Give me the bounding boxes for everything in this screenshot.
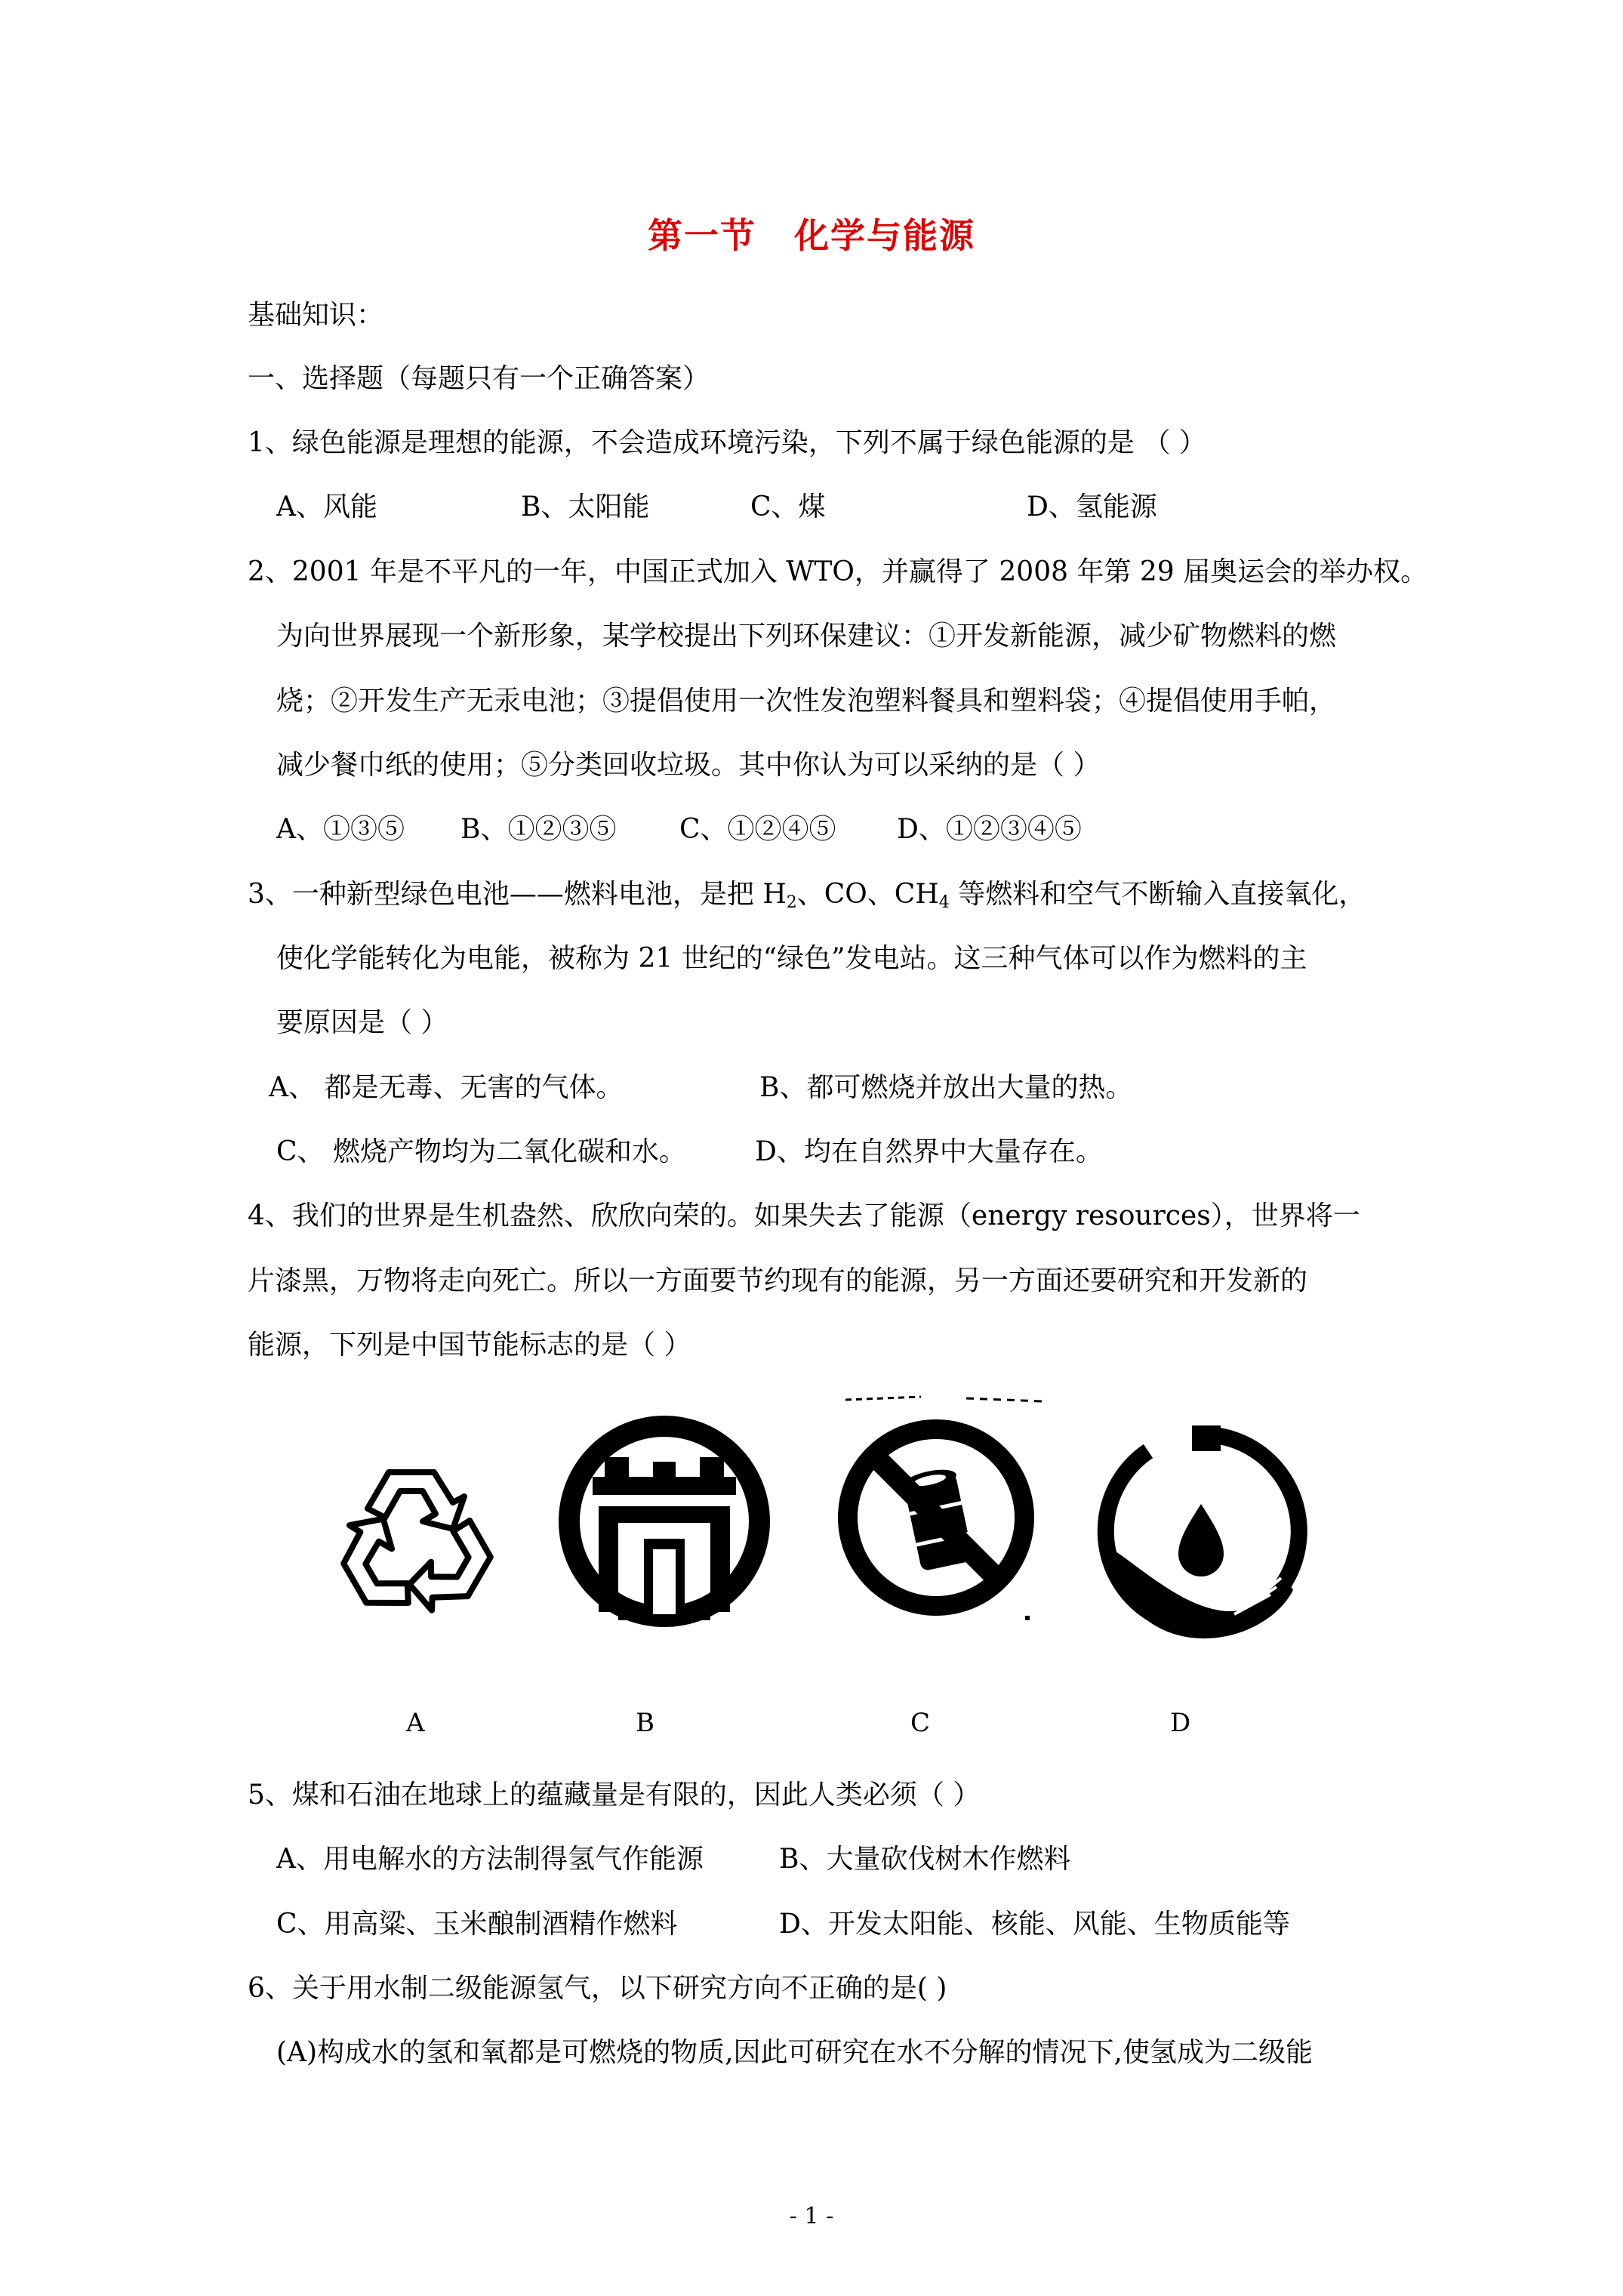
q5-option-b: B、大量砍伐树木作燃料 [779, 1844, 1071, 1875]
q1-option-b: B、太阳能 [521, 492, 650, 522]
q4-line3: 能源，下列是中国节能标志的是（ ） [248, 1330, 691, 1361]
q5-stem: 5、煤和石油在地球上的蕴藏量是有限的，因此人类必须（ ） [248, 1780, 981, 1811]
q2-line3: 烧；②开发生产无汞电池；③提倡使用一次性发泡塑料餐具和塑料袋；④提倡使用手帕， [276, 686, 1337, 717]
q3-line3: 要原因是（ ） [276, 1007, 448, 1038]
q3-option-c: C、 燃烧产物均为二氧化碳和水。 [276, 1136, 686, 1167]
q2-line2: 为向世界展现一个新形象，某学校提出下列环保建议：①开发新能源，减少矿物燃料的燃 [276, 621, 1337, 652]
q3-line1-post: 等燃料和空气不断输入直接氧化， [949, 879, 1366, 910]
building-emblem-icon [555, 1412, 774, 1631]
q1-option-a: A、风能 [276, 492, 377, 522]
q6-stem: 6、关于用水制二级能源氢气，以下研究方向不正确的是( ) [248, 1973, 947, 2004]
q2-option-c: C、①②④⑤ [679, 814, 836, 845]
q1-option-d: D、氢能源 [1027, 492, 1157, 522]
heading-choice: 一、选择题（每题只有一个正确答案） [248, 363, 710, 394]
q4-label-c: C [910, 1708, 931, 1738]
q3-option-a: A、 都是无毒、无害的气体。 [269, 1072, 624, 1103]
page-number: - 1 - [789, 2203, 834, 2230]
title-part1: 第一节 [648, 215, 756, 256]
q2-line1: 2、2001 年是不平凡的一年，中国正式加入 WTO，并赢得了 2008 年第 29 届奥运会的举办权。 [248, 556, 1428, 587]
q4-line1: 4、我们的世界是生机盎然、欣欣向荣的。如果失去了能源（energy resources），世界将一 [248, 1200, 1360, 1231]
q3-line1 [248, 878, 1366, 911]
q5-option-a: A、用电解水的方法制得氢气作能源 [276, 1844, 704, 1875]
recycle-icon [321, 1442, 510, 1631]
title-part2: 化学与能源 [794, 215, 975, 256]
q3-line2: 使化学能转化为电能，被称为 21 世纪的“绿色”发电站。这三种气体可以作为燃料的主 [276, 943, 1307, 974]
no-oil-barrel-icon [823, 1389, 1057, 1631]
q3-option-d: D、均在自然界中大量存在。 [755, 1136, 1103, 1167]
q3-line1-mid: 、CO、CH [796, 879, 939, 910]
q4-label-b: B [636, 1708, 654, 1738]
q3-option-b: B、都可燃烧并放出大量的热。 [759, 1072, 1133, 1103]
q6-option-a: (A)构成水的氢和氧都是可燃烧的物质,因此可研究在水不分解的情况下,使氢成为二级能 [276, 2037, 1313, 2068]
page-title [0, 208, 1623, 258]
q3-sub-h2: 2 [786, 893, 797, 912]
q2-line4: 减少餐巾纸的使用；⑤分类回收垃圾。其中你认为可以采纳的是（ ） [276, 750, 1101, 781]
q5-option-d: D、开发太阳能、核能、风能、生物质能等 [779, 1909, 1290, 1940]
q4-label-d: D [1170, 1708, 1191, 1738]
q2-option-b: B、①②③⑤ [460, 814, 617, 845]
q2-option-d: D、①②③④⑤ [897, 814, 1082, 845]
q2-option-a: A、①③⑤ [276, 814, 405, 845]
q1-option-c: C、煤 [750, 492, 826, 522]
q3-sub-ch4: 4 [938, 893, 950, 912]
q4-line2: 片漆黑，万物将走向死亡。所以一方面要节约现有的能源，另一方面还要研究和开发新的 [248, 1265, 1308, 1296]
q1-stem: 1、绿色能源是理想的能源，不会造成环境污染，下列不属于绿色能源的是 （ ） [248, 427, 1206, 458]
q5-option-c: C、用高粱、玉米酿制酒精作燃料 [276, 1909, 678, 1940]
q3-line1-pre: 3、一种新型绿色电池——燃料电池，是把 H [248, 879, 787, 910]
q4-label-a: A [406, 1708, 425, 1738]
water-drop-hand-icon [1091, 1419, 1310, 1646]
section-label: 基础知识： [248, 300, 384, 331]
